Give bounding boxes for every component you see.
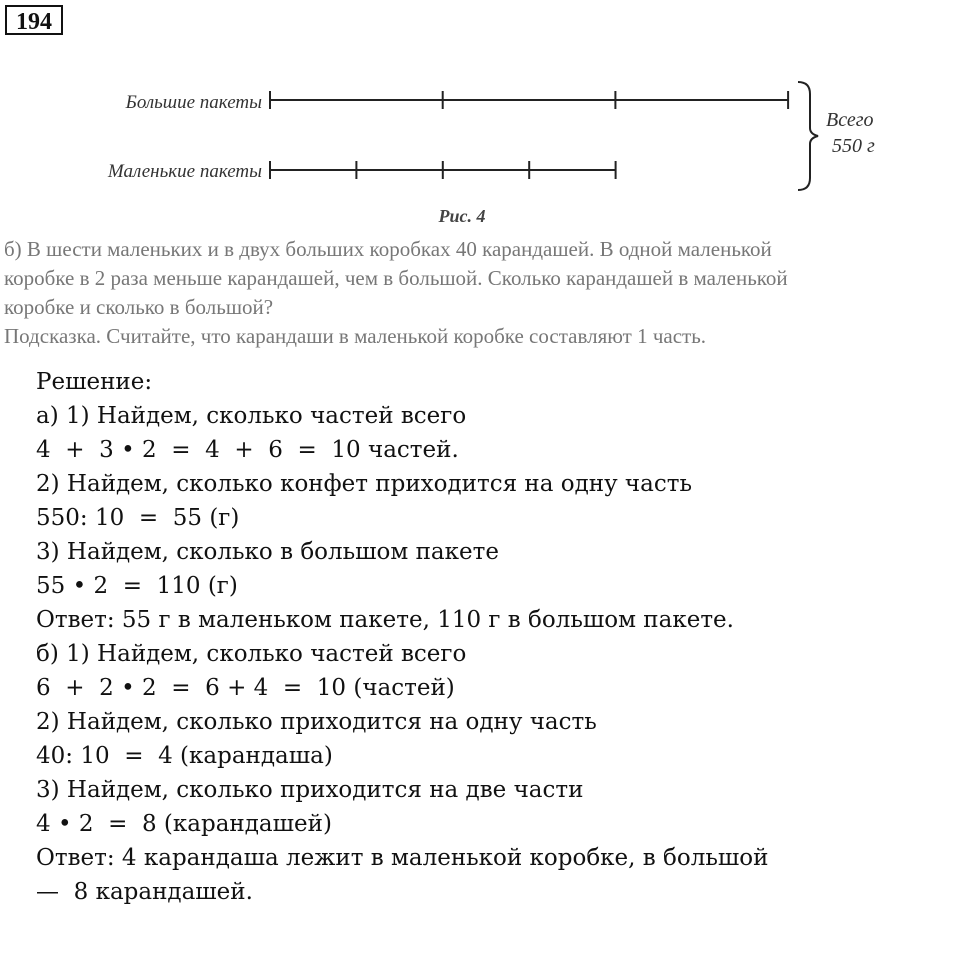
task-hint: Подсказка. Считайте, что карандаши в маленькой коробке составляют 1 часть. [4, 324, 707, 348]
solution-line: б) 1) Найдем, сколько частей всего [36, 641, 467, 667]
problem-number: 194 [5, 5, 63, 35]
solution-line: 550: 10 = 55 (г) [36, 505, 240, 531]
solution-line: — 8 карандашей. [36, 879, 253, 905]
solution-line: Ответ: 55 г в маленьком пакете, 110 г в большом пакете. [36, 607, 734, 633]
solution-line: 55 • 2 = 110 (г) [36, 573, 238, 599]
solution-line: 6 + 2 • 2 = 6 + 4 = 10 (частей) [36, 675, 455, 701]
solution-line: 4 + 3 • 2 = 4 + 6 = 10 частей. [36, 437, 459, 463]
solution-block [36, 365, 936, 909]
small-packets-label: Маленькие пакеты [107, 161, 262, 182]
solution-line: а) 1) Найдем, сколько частей всего [36, 403, 467, 429]
solution-line: 4 • 2 = 8 (карандашей) [36, 811, 332, 837]
big-packets-label: Большие пакеты [125, 92, 262, 113]
total-label: Всего [826, 109, 874, 131]
solution-line: Ответ: 4 карандаша лежит в маленькой коробке, в большой [36, 845, 769, 871]
task-line: б) В шести маленьких и в двух больших коробках 40 карандашей. В одной маленькой [4, 237, 772, 261]
solution-line: 3) Найдем, сколько в большом пакете [36, 539, 499, 565]
figure-caption: Рис. 4 [438, 206, 486, 226]
solution-line: 2) Найдем, сколько приходится на одну часть [36, 709, 597, 735]
solution-line: 3) Найдем, сколько приходится на две части [36, 777, 584, 803]
task-line: коробке и сколько в большой? [4, 295, 274, 319]
solution-line: Решение: [36, 369, 153, 395]
total-value: 550 г [832, 135, 875, 157]
segment-diagram [0, 60, 960, 240]
task-b [4, 235, 954, 351]
solution-line: 40: 10 = 4 (карандаша) [36, 743, 333, 769]
total-brace [798, 82, 818, 190]
solution-line: 2) Найдем, сколько конфет приходится на одну часть [36, 471, 692, 497]
task-line: коробке в 2 раза меньше карандашей, чем в большой. Сколько карандашей в маленькой [4, 266, 788, 290]
